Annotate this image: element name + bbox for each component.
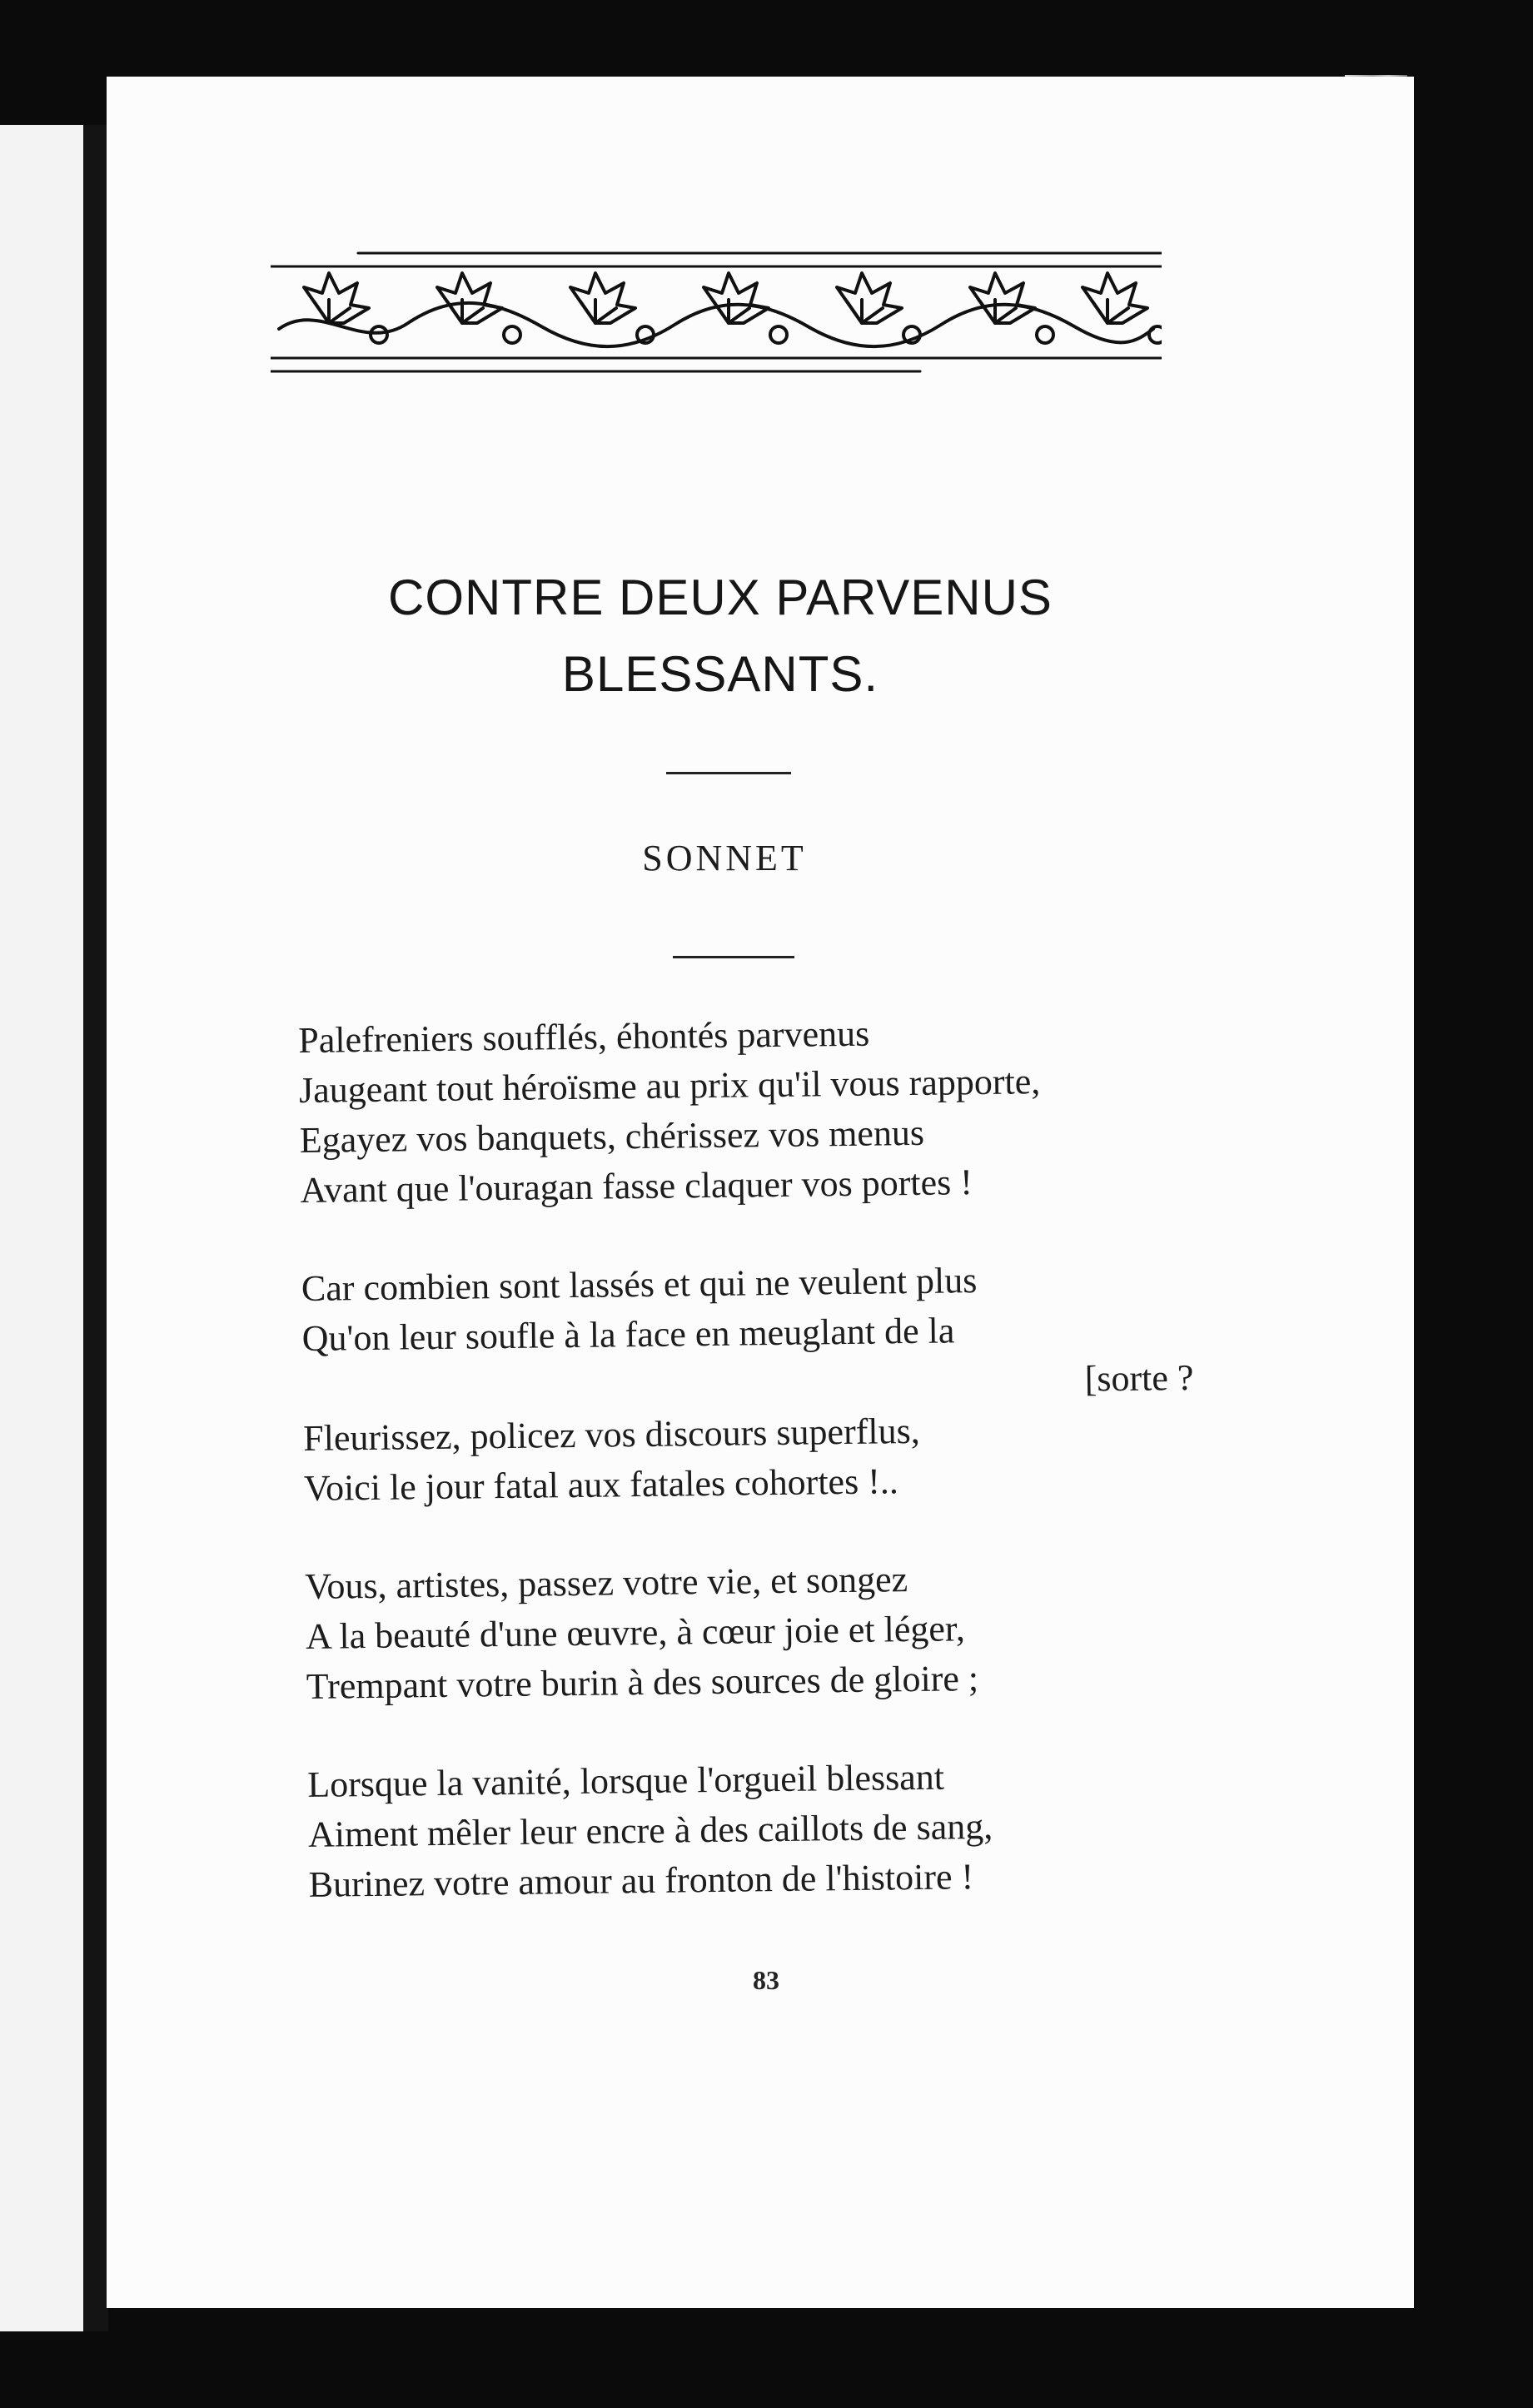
verse-line: Voici le jour fatal aux fatales cohortes !.. [303,1460,899,1509]
verse-line: Avant que l'ouragan fasse claquer vos portes ! [300,1162,973,1211]
verse-line: Lorsque la vanité, lorsque l'orgueil blessant [306,1756,945,1805]
poem-title [250,560,1191,713]
verse-line: Qu'on leur soufle à la face en meuglant de la [301,1310,955,1359]
subtitle-divider [673,956,794,958]
verse-line: Jaugeant tout héroïsme au prix qu'il vous rapporte, [298,1061,1041,1111]
page-number: 83 [753,1965,779,1995]
verse-line: Trempant votre burin à des sources de gloire ; [306,1658,979,1707]
stanza-2 [301,1252,1246,1514]
verse-line: Egayez vos banquets, chérissez vos menus [299,1112,925,1161]
stanza-3 [305,1550,1247,1712]
verse-line: Palefreniers soufflés, éhontés parvenus [298,1012,870,1061]
verse-line: Vous, artistes, passez votre vie, et songez [305,1559,908,1607]
stanza-4 [307,1749,1250,1910]
title-line-1: CONTRE DEUX PARVENUS [388,570,1053,625]
title-divider [666,772,791,774]
verse-line: Fleurissez, policez vos discours superflus, [302,1410,920,1459]
verse-line: Aiment mêler leur encre à des caillots de sang, [307,1805,993,1855]
book-gutter [83,125,108,2331]
verse-line: Burinez votre amour au fronton de l'histoire ! [308,1856,974,1905]
poem-body [298,1004,1251,1958]
poem-form-label: SONNET [642,838,807,878]
verse-line-continuation: [sorte ? [1084,1356,1194,1400]
facing-page-edge [0,125,83,2331]
stanza-1 [298,1004,1242,1216]
verse-line: A la beauté d'une œuvre, à cœur joie et léger, [305,1608,966,1657]
title-line-2: BLESSANTS. [561,646,879,702]
floral-vine-border-icon [271,250,1162,375]
verse-line: Car combien sont lassés et qui ne veulent plus [301,1260,978,1309]
